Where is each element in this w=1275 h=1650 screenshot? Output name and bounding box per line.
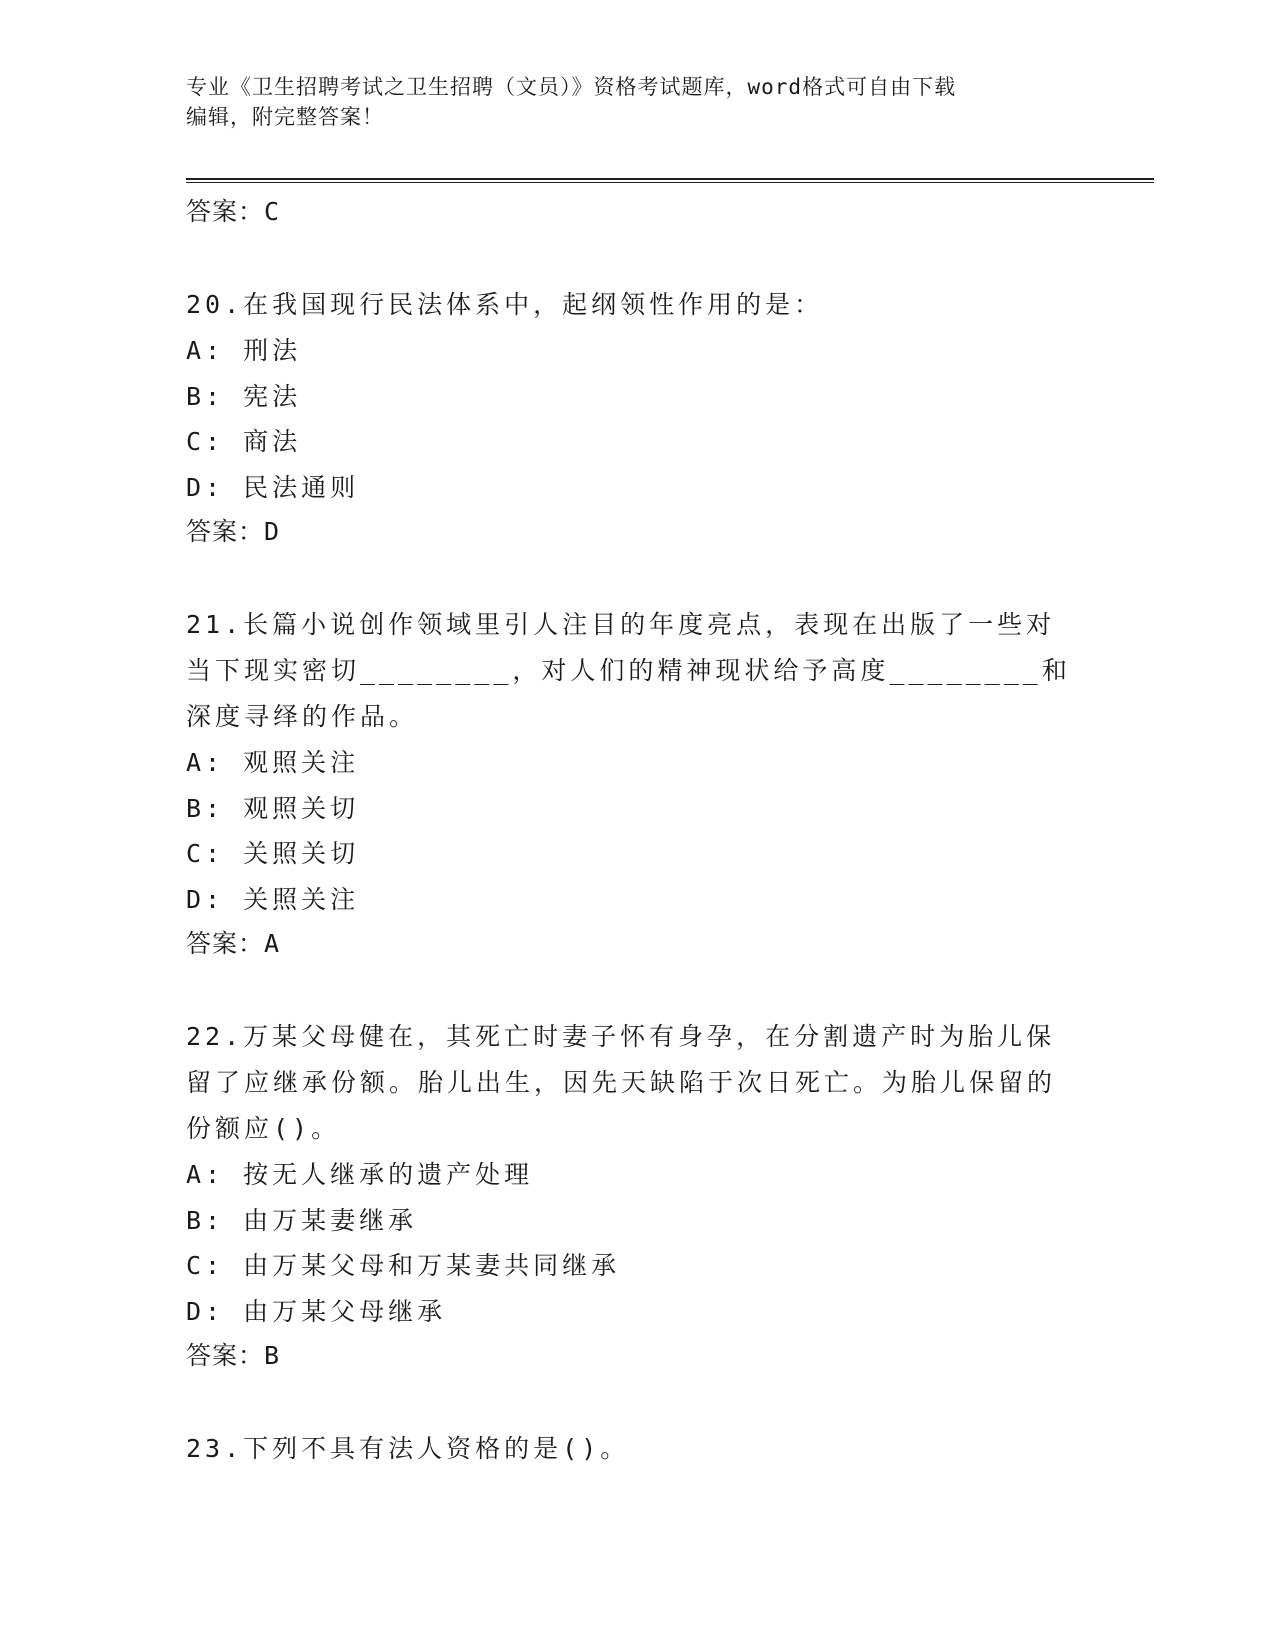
question-item [186, 602, 1086, 966]
answer-label: 答案：C [186, 197, 281, 226]
option-a: A: 观照关注 [186, 748, 360, 777]
option-b: B: 观照关切 [186, 793, 360, 823]
header-divider [186, 178, 1154, 183]
document-header [186, 72, 1086, 132]
header-line-1: 专业《卫生招聘考试之卫生招聘（文员）》资格考试题库，word格式可自由下载 [186, 75, 957, 99]
option-b: B: 宪法 [186, 381, 302, 411]
question-text: 21.长篇小说创作领域里引人注目的年度亮点，表现在出版了一些对当下现实密切________，对人们的精神现状给予高度________和深度寻绎的作品。 [186, 610, 1071, 731]
question-text: 23.下列不具有法人资格的是()。 [186, 1434, 630, 1463]
question-text: 20.在我国现行民法体系中，起纲领性作用的是： [186, 290, 824, 319]
question-item [186, 1426, 1086, 1472]
option-c: C: 关照关切 [186, 839, 360, 868]
option-c: C: 由万某父母和万某妻共同继承 [186, 1251, 621, 1280]
question-list [186, 190, 1086, 1472]
answer-label: 答案：D [186, 517, 281, 546]
question-text: 22.万某父母健在，其死亡时妻子怀有身孕，在分割遗产时为胎儿保留了应继承份额。胎儿出生，因先天缺陷于次日死亡。为胎儿保留的份额应()。 [186, 1022, 1057, 1143]
option-d: D: 关照关注 [186, 884, 360, 914]
question-item [186, 282, 1086, 554]
option-a: A: 刑法 [186, 336, 302, 365]
answer-label: 答案：A [186, 929, 281, 958]
header-line-2: 编辑，附完整答案！ [186, 105, 384, 129]
answer-label: 答案：B [186, 1341, 281, 1370]
question-item [186, 1014, 1086, 1378]
option-b: B: 由万某妻继承 [186, 1205, 418, 1235]
option-a: A: 按无人继承的遗产处理 [186, 1160, 534, 1189]
option-c: C: 商法 [186, 427, 302, 456]
option-d: D: 民法通则 [186, 472, 360, 502]
option-d: D: 由万某父母继承 [186, 1296, 447, 1326]
